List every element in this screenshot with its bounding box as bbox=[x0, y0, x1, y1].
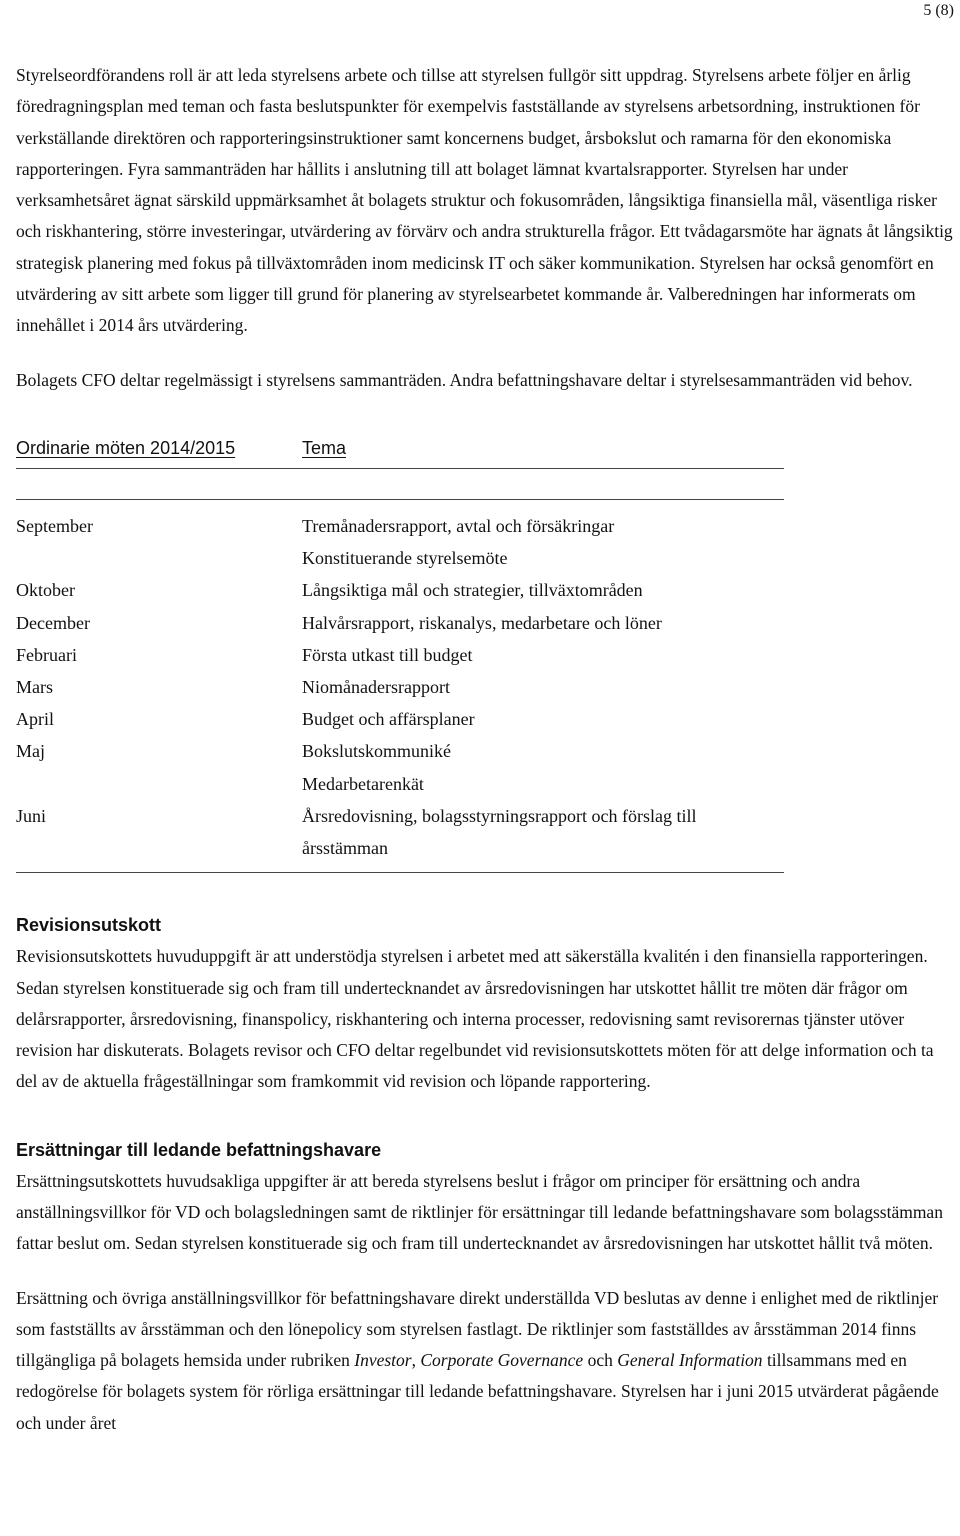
table-row bbox=[16, 735, 784, 767]
month-cell: Mars bbox=[16, 676, 53, 697]
table-row bbox=[16, 671, 784, 703]
month-cell: Maj bbox=[16, 741, 45, 762]
table-row bbox=[16, 800, 784, 832]
month-cell: Juni bbox=[16, 805, 47, 826]
header-meetings: Ordinarie möten 2014/2015 bbox=[16, 437, 236, 458]
intro-paragraph-2: Bolagets CFO deltar regelmässigt i styrelsens sammanträden. Andra befattningshavare deltar i styrelsesammanträden vid behov. bbox=[16, 369, 913, 390]
general-information-reference: General Information bbox=[617, 1350, 763, 1371]
remuneration-heading: Ersättningar till ledande befattningshavare bbox=[16, 1139, 382, 1160]
topic-cell: Halvårsrapport, riskanalys, medarbetare och löner bbox=[302, 612, 662, 633]
remuneration-text-part-1: Ersättning och övriga anställningsvillkor för befattningshavare direkt underställda VD beslutas av denne i enlighet med de riktlinjer som fastställts av årsstämman och den lönepolicy som styrelsen fastlagt. De riktlinjer som fastställdes av årsstämman 2014 finns tillgängliga på bolagets hemsida under rubriken bbox=[16, 1287, 939, 1371]
table-row bbox=[16, 768, 784, 800]
intro-paragraph-1: Styrelseordförandens roll är att leda styrelsens arbete och tillse att styrelsen fullgör sitt uppdrag. Styrelsens arbete följer en årlig föredragningsplan med teman och fasta beslutspunkter för exempelvis fastställande av styrelsens arbetsordning, instruktionen för verkställande direktören och rapporteringsinstruktioner samt koncernens budget, årsbokslut och ramarna för den ekonomiska rapporteringen. Fyra sammanträden har hållits i anslutning till att bolaget lämnat kvartalsrapporter. Styrelsen har under verksamhetsåret ägnat särskild uppmärksamhet åt bolagets struktur och fokusområden, långsiktiga finansiella mål, väsentliga risker och riskhantering, större investeringar, utvärdering av förvärv och andra strukturella frågor. Ett tvådagarsmöte har ägnats åt långsiktig strategisk planering med fokus på tillväxtområden inom medicinsk IT och säker kommunikation. Styrelsen har också genomfört en utvärdering av sitt arbete som ligger till grund för planering av styrelsearbetet kommande år. Valberedningen har informerats om innehållet i 2014 års utvärdering. bbox=[16, 65, 953, 336]
topic-cell: Bokslutskommuniké bbox=[302, 741, 452, 762]
topic-cell: Medarbetarenkät bbox=[302, 773, 424, 794]
document-body bbox=[16, 60, 956, 1439]
investor-reference: Investor bbox=[354, 1350, 412, 1371]
topic-cell: Långsiktiga mål och strategier, tillväxtområden bbox=[302, 580, 643, 601]
audit-committee-heading: Revisionsutskott bbox=[16, 915, 162, 936]
audit-committee-paragraph: Revisionsutskottets huvuduppgift är att understödja styrelsen i arbetet med att säkerställa kvalitén i den finansiella rapporteringen. Sedan styrelsen konstituerade sig och fram till undertecknandet av årsredovisningen har utskottet hållit tre möten där frågor om delårsrapporter, årsredovisning, finanspolicy, riskhantering och interna processer, redovisning samt revisorernas tjänster utöver revision har diskuterats. Bolagets revisor och CFO deltar regelbundet vid revisionsutskottets möten för att delge information och ta del av de aktuella frågeställningar som framkommit vid revision och löpande rapportering. bbox=[16, 946, 934, 1092]
conjunction: och bbox=[583, 1350, 618, 1371]
table-row bbox=[16, 639, 784, 671]
separator: , bbox=[411, 1350, 421, 1371]
month-cell bbox=[16, 832, 302, 864]
meetings-table bbox=[16, 499, 784, 873]
month-cell: December bbox=[16, 612, 90, 633]
header-theme: Tema bbox=[302, 437, 347, 458]
topic-cell: Tremånadersrapport, avtal och försäkringar bbox=[302, 515, 615, 536]
table-row bbox=[16, 542, 784, 574]
corporate-governance-reference: Corporate Governance bbox=[420, 1350, 584, 1371]
topic-cell: Första utkast till budget bbox=[302, 644, 473, 665]
topic-cell: Årsredovisning, bolagsstyrningsrapport och förslag till bbox=[302, 805, 697, 826]
page-number: 5 (8) bbox=[923, 2, 954, 19]
topic-cell: årsstämman bbox=[302, 838, 388, 858]
table-row bbox=[16, 607, 784, 639]
topic-cell: Niomånadersrapport bbox=[302, 676, 450, 697]
table-row bbox=[16, 832, 784, 864]
topic-cell: Konstituerande styrelsemöte bbox=[302, 548, 508, 569]
month-cell: September bbox=[16, 515, 93, 536]
remuneration-paragraph-1: Ersättningsutskottets huvudsakliga uppgifter är att bereda styrelsens beslut i frågor om principer för ersättning och andra anställningsvillkor för VD och bolagsledningen samt de riktlinjer för ersättningar till ledande befattningshavare som bolagsstämman fattar beslut om. Sedan styrelsen konstituerade sig och fram till undertecknandet av årsredovisningen har utskottet hållit två möten. bbox=[16, 1170, 943, 1254]
table-row bbox=[16, 574, 784, 606]
remuneration-paragraph-2 bbox=[16, 1283, 956, 1439]
topic-cell: Budget och affärsplaner bbox=[302, 709, 475, 730]
remuneration-text-part-2: tillsammans med en redogörelse för bolagets system för rörliga ersättningar till ledande befattningshavare. Styrelsen har i juni 2015 utvärderat pågående och under året bbox=[16, 1350, 939, 1433]
month-cell: Februari bbox=[16, 644, 77, 665]
meetings-table-header bbox=[16, 436, 784, 469]
month-cell: April bbox=[16, 709, 54, 730]
table-row bbox=[16, 703, 784, 735]
month-cell bbox=[16, 768, 302, 800]
table-row bbox=[16, 510, 784, 542]
month-cell bbox=[16, 542, 302, 574]
month-cell: Oktober bbox=[16, 580, 75, 601]
